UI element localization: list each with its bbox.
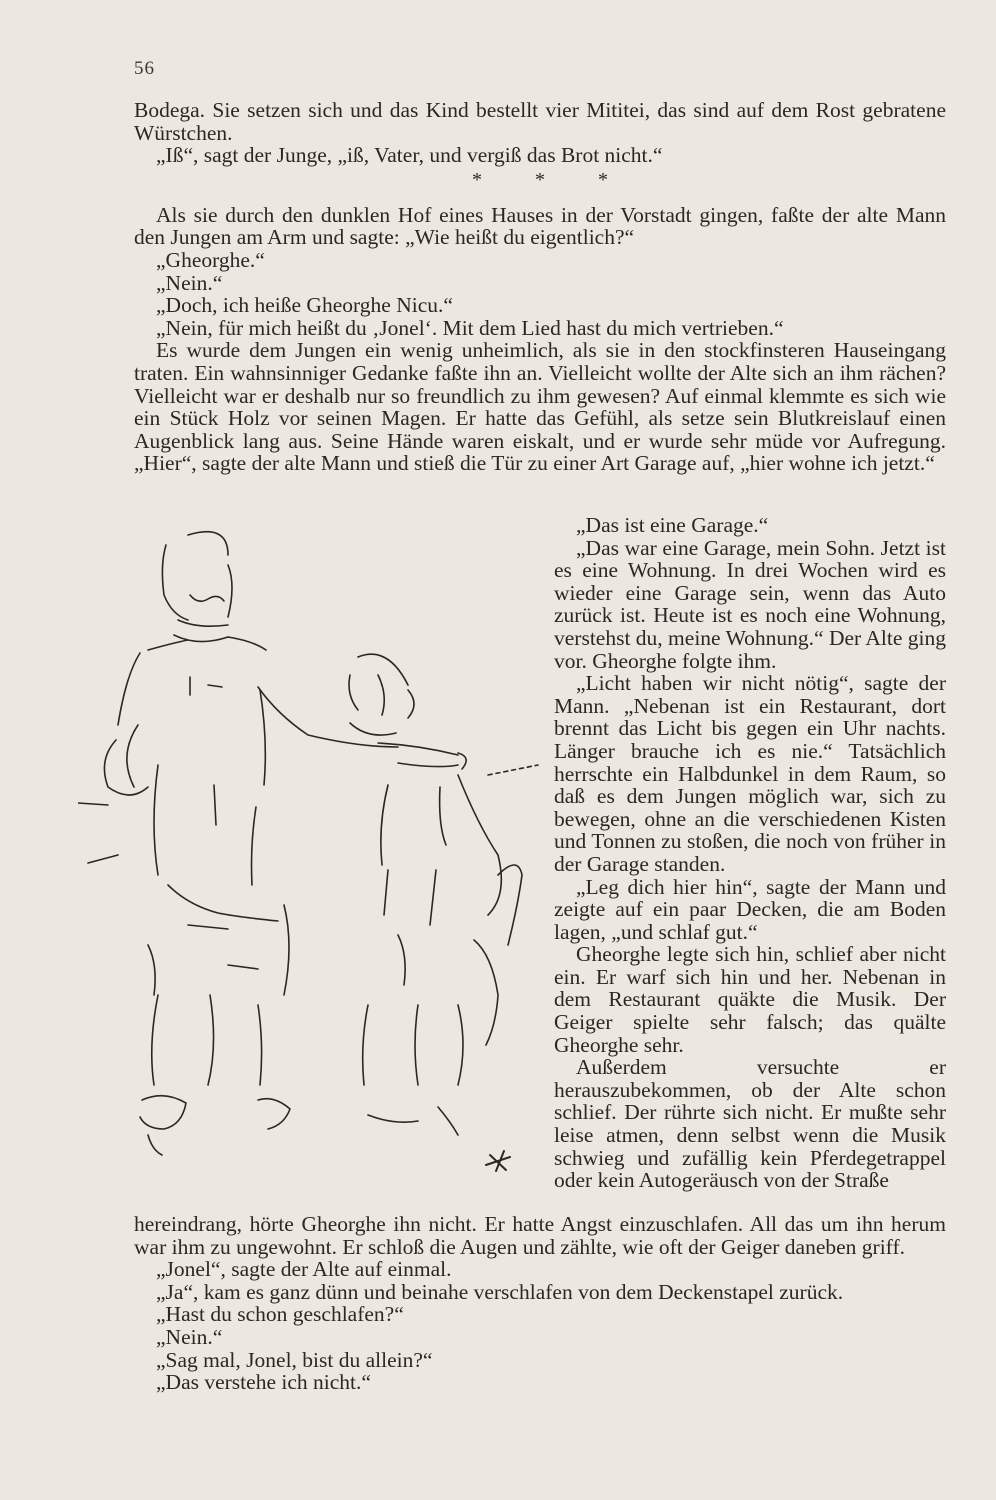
paragraph: hereindrang, hörte Gheorghe ihn nicht. Er hatte Angst einzuschlafen. All das um ihn herum war ihm zu ungewohnt. Er schloß die Augen und zählte, wie oft der Geiger daneben griff. bbox=[134, 1212, 946, 1259]
paragraph: „Nein.“ bbox=[156, 1324, 223, 1349]
top-text-block bbox=[134, 99, 946, 475]
paragraph: „Licht haben wir nicht nötig“, sagte der Mann. „Nebenan ist ein Restaurant, dort brennt das Licht bis gegen ein Uhr nachts. Länger brauche ich es nie.“ Tatsächlich herrschte ein Halbdunkel in dem Raum, so daß es dem Jungen möglich war, sich zu bewegen, ohne an die verschiedenen Kisten und Tonnen zu stoßen, die noch von früher in der Garage standen. bbox=[554, 671, 946, 876]
paragraph: „Sag mal, Jonel, bist du allein?“ bbox=[156, 1347, 433, 1372]
bottom-text-block bbox=[134, 1213, 946, 1394]
paragraph: „Doch, ich heiße Gheorghe Nicu.“ bbox=[156, 293, 453, 318]
paragraph: „Jonel“, sagte der Alte auf einmal. bbox=[156, 1257, 452, 1282]
paragraph: „Iß“, sagt der Junge, „iß, Vater, und vergiß das Brot nicht.“ bbox=[156, 143, 663, 168]
paragraph: „Ja“, kam es ganz dünn und beinahe verschlafen von dem Deckenstapel zurück. bbox=[156, 1279, 844, 1304]
paragraph: „Nein.“ bbox=[156, 270, 223, 295]
paragraph: „Das ist eine Garage.“ bbox=[576, 513, 769, 537]
paragraph: „Nein, für mich heißt du ‚Jonel‘. Mit dem Lied hast du mich vertrieben.“ bbox=[156, 315, 784, 340]
man-and-boy-illustration bbox=[78, 525, 548, 1185]
paragraph: Es wurde dem Jungen ein wenig unheimlich, als sie in den stockfinsteren Hauseingang traten. Ein wahnsinniger Gedanke faßte ihn an. Vielleicht wollte der Alte sich an ihm rächen? Vielleicht war er deshalb nur so freundlich zu ihm gewesen? Auf einmal klemmte es sich wie ein Stück Holz vor seinen Magen. Er hatte das Gefühl, als setze sein Blutkreislauf einen Augenblick lang aus. Seine Hände waren eiskalt, und er wurde sehr müde vor Aufregung. „Hier“, sagte der alte Mann und stieß die Tür zu einer Art Garage auf, „hier wohne ich jetzt.“ bbox=[134, 338, 946, 476]
page-number: 56 bbox=[134, 58, 155, 79]
paragraph: „Das verstehe ich nicht.“ bbox=[156, 1370, 371, 1395]
paragraph: Als sie durch den dunklen Hof eines Hauses in der Vorstadt gingen, faßte der alte Mann den Jungen am Arm und sagte: „Wie heißt du eigentlich?“ bbox=[134, 202, 946, 250]
paragraph: „Das war eine Garage, mein Sohn. Jetzt ist es eine Wohnung. In drei Wochen wird es wieder eine Garage sein, wenn das Auto zurück ist. Heute ist es noch eine Wohnung, verstehst du, meine Wohnung.“ Der Alte ging vor. Gheorghe folgte ihm. bbox=[554, 535, 946, 673]
paragraph: „Leg dich hier hin“, sagte der Mann und zeigte auf ein paar Decken, die am Boden lagen, „und schlaf gut.“ bbox=[554, 874, 946, 944]
paragraph: „Hast du schon geschlafen?“ bbox=[156, 1302, 404, 1327]
section-separator: * * * bbox=[472, 168, 632, 191]
right-column-text bbox=[554, 514, 946, 1192]
paragraph: „Gheorghe.“ bbox=[156, 247, 265, 272]
paragraph: Bodega. Sie setzen sich und das Kind bestellt vier Mititei, das sind auf dem Rost gebratene Würstchen. bbox=[134, 98, 946, 145]
paragraph: Gheorghe legte sich hin, schlief aber nicht ein. Er warf sich hin und her. Nebenan in dem Restaurant quäkte die Musik. Der Geiger spielte sehr falsch; das quälte Gheorghe sehr. bbox=[554, 942, 946, 1057]
paragraph: Außerdem versuchte er herauszubekommen, ob der Alte schon schlief. Der rührte sich nicht. Er mußte sehr leise atmen, denn selbst wenn die Musik schwieg und zufällig kein Pferdegetrappel oder kein Autogeräusch von der Straße bbox=[554, 1055, 946, 1193]
